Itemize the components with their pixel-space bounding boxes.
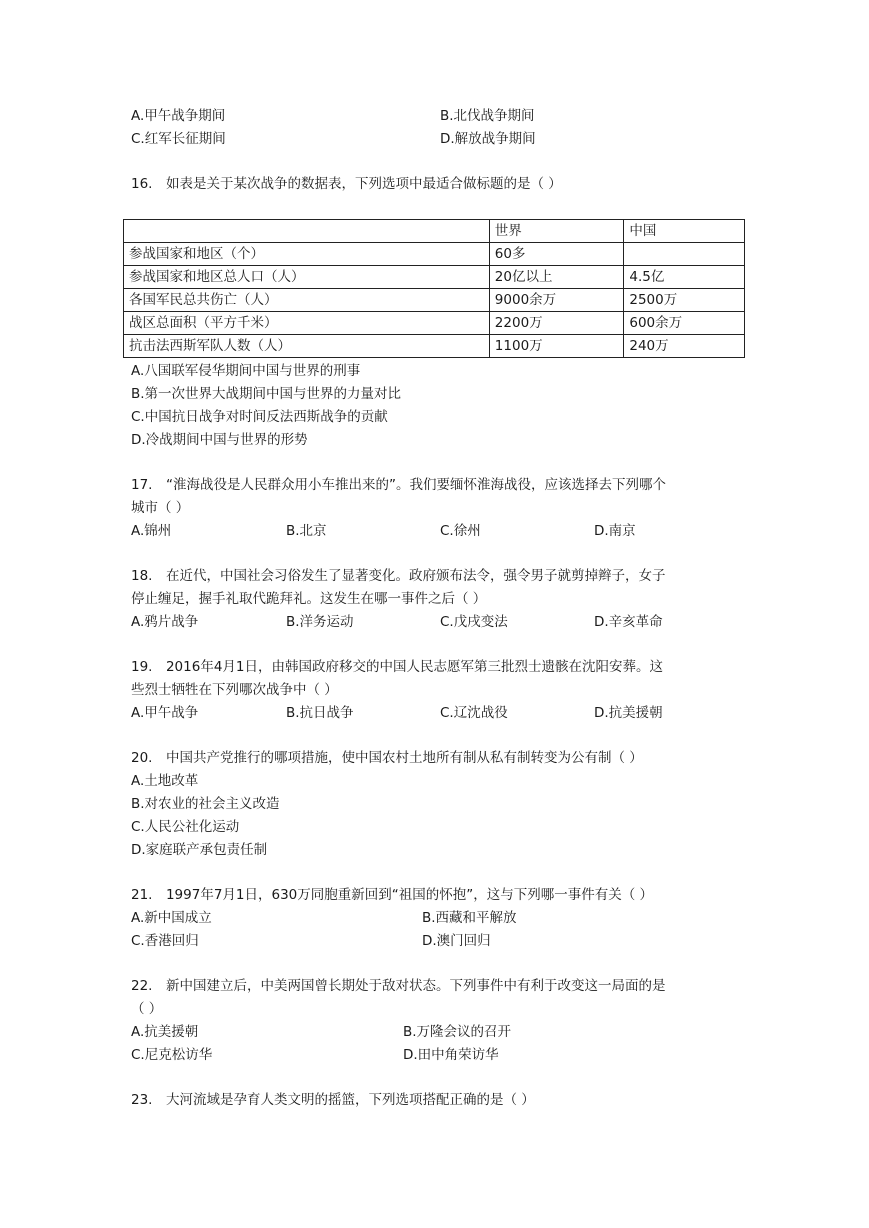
q21-option-d[interactable]: D.澳门回归 xyxy=(422,933,491,949)
q18-option-c[interactable]: C.戊戌变法 xyxy=(440,614,508,630)
q16-stem: 16. 如表是关于某次战争的数据表，下列选项中最适合做标题的是（ ） xyxy=(131,176,562,192)
q21-option-b[interactable]: B.西藏和平解放 xyxy=(422,910,517,926)
q18-option-d[interactable]: D.辛亥革命 xyxy=(594,614,663,630)
table-header-cell: 中国 xyxy=(624,220,745,243)
table-cell: 战区总面积（平方千米） xyxy=(124,312,490,335)
q22-option-d[interactable]: D.田中角荣访华 xyxy=(403,1047,499,1063)
q22-option-a[interactable]: A.抗美援朝 xyxy=(131,1024,199,1040)
table-cell: 600余万 xyxy=(624,312,745,335)
table-cell: 2500万 xyxy=(624,289,745,312)
q17-option-c[interactable]: C.徐州 xyxy=(440,523,481,539)
table-cell: 参战国家和地区总人口（人） xyxy=(124,266,490,289)
table-header-cell xyxy=(124,220,490,243)
table-cell xyxy=(624,243,745,266)
table-cell: 4.5亿 xyxy=(624,266,745,289)
table-cell: 1100万 xyxy=(489,335,624,358)
q20-option-a[interactable]: A.土地改革 xyxy=(131,773,199,789)
q20-option-d[interactable]: D.家庭联产承包责任制 xyxy=(131,842,268,858)
q21-option-a[interactable]: A.新中国成立 xyxy=(131,910,212,926)
q22-option-c[interactable]: C.尼克松访华 xyxy=(131,1047,213,1063)
table-cell: 参战国家和地区（个） xyxy=(124,243,490,266)
q17-option-a[interactable]: A.锦州 xyxy=(131,523,172,539)
q16-option-b[interactable]: B.第一次世界大战期间中国与世界的力量对比 xyxy=(131,386,402,402)
q21-option-c[interactable]: C.香港回归 xyxy=(131,933,199,949)
q22-stem-line2: （ ） xyxy=(131,1001,163,1017)
table-cell: 抗击法西斯军队人数（人） xyxy=(124,335,490,358)
q15-option-a[interactable]: A.甲午战争期间 xyxy=(131,108,226,124)
table-cell: 60多 xyxy=(489,243,624,266)
q18-stem-line2: 停止缠足，握手礼取代跪拜礼。这发生在哪一事件之后（ ） xyxy=(131,591,487,607)
q19-option-a[interactable]: A.甲午战争 xyxy=(131,705,199,721)
q18-stem-line1: 18. 在近代，中国社会习俗发生了显著变化。政府颁布法令，强令男子就剪掉辫子，女子 xyxy=(131,568,666,584)
q17-stem-line2: 城市（ ） xyxy=(131,500,190,516)
q15-option-b[interactable]: B.北伐战争期间 xyxy=(440,108,535,124)
q21-stem: 21. 1997年7月1日，630万同胞重新回到“祖国的怀抱”，这与下列哪一事件有关（ ） xyxy=(131,887,654,903)
q22-option-b[interactable]: B.万隆会议的召开 xyxy=(403,1024,512,1040)
q16-option-c[interactable]: C.中国抗日战争对时间反法西斯战争的贡献 xyxy=(131,409,388,425)
q16-option-a[interactable]: A.八国联军侵华期间中国与世界的刑事 xyxy=(131,363,361,379)
q15-option-c[interactable]: C.红军长征期间 xyxy=(131,131,226,147)
table-row xyxy=(124,312,745,335)
table-cell: 20亿以上 xyxy=(489,266,624,289)
table-header-row xyxy=(124,220,745,243)
table-cell: 2200万 xyxy=(489,312,624,335)
q19-option-d[interactable]: D.抗美援朝 xyxy=(594,705,663,721)
table-cell: 240万 xyxy=(624,335,745,358)
table-row xyxy=(124,243,745,266)
table-cell: 各国军民总共伤亡（人） xyxy=(124,289,490,312)
q16-option-d[interactable]: D.冷战期间中国与世界的形势 xyxy=(131,432,308,448)
table-header-cell: 世界 xyxy=(489,220,624,243)
q19-stem-line1: 19. 2016年4月1日，由韩国政府移交的中国人民志愿军第三批烈士遗骸在沈阳安葬。这 xyxy=(131,659,664,675)
q20-option-b[interactable]: B.对农业的社会主义改造 xyxy=(131,796,280,812)
q17-stem-line1: 17. “淮海战役是人民群众用小车推出来的”。我们要缅怀淮海战役，应该选择去下列哪个 xyxy=(131,477,666,493)
q18-option-b[interactable]: B.洋务运动 xyxy=(286,614,354,630)
q20-option-c[interactable]: C.人民公社化运动 xyxy=(131,819,240,835)
q19-option-b[interactable]: B.抗日战争 xyxy=(286,705,354,721)
q19-option-c[interactable]: C.辽沈战役 xyxy=(440,705,508,721)
q15-option-d[interactable]: D.解放战争期间 xyxy=(440,131,536,147)
table-row xyxy=(124,335,745,358)
q19-stem-line2: 些烈士牺牲在下列哪次战争中（ ） xyxy=(131,682,338,698)
q18-option-a[interactable]: A.鸦片战争 xyxy=(131,614,199,630)
q17-option-b[interactable]: B.北京 xyxy=(286,523,327,539)
table-cell: 9000余万 xyxy=(489,289,624,312)
q20-stem: 20. 中国共产党推行的哪项措施，使中国农村土地所有制从私有制转变为公有制（ ） xyxy=(131,750,643,766)
table-row xyxy=(124,289,745,312)
q16-data-table xyxy=(123,219,745,358)
table-row xyxy=(124,266,745,289)
q17-option-d[interactable]: D.南京 xyxy=(594,523,636,539)
q23-stem: 23. 大河流域是孕育人类文明的摇篮，下列选项搭配正确的是（ ） xyxy=(131,1092,535,1108)
q22-stem-line1: 22. 新中国建立后，中美两国曾长期处于敌对状态。下列事件中有利于改变这一局面的是 xyxy=(131,978,666,994)
